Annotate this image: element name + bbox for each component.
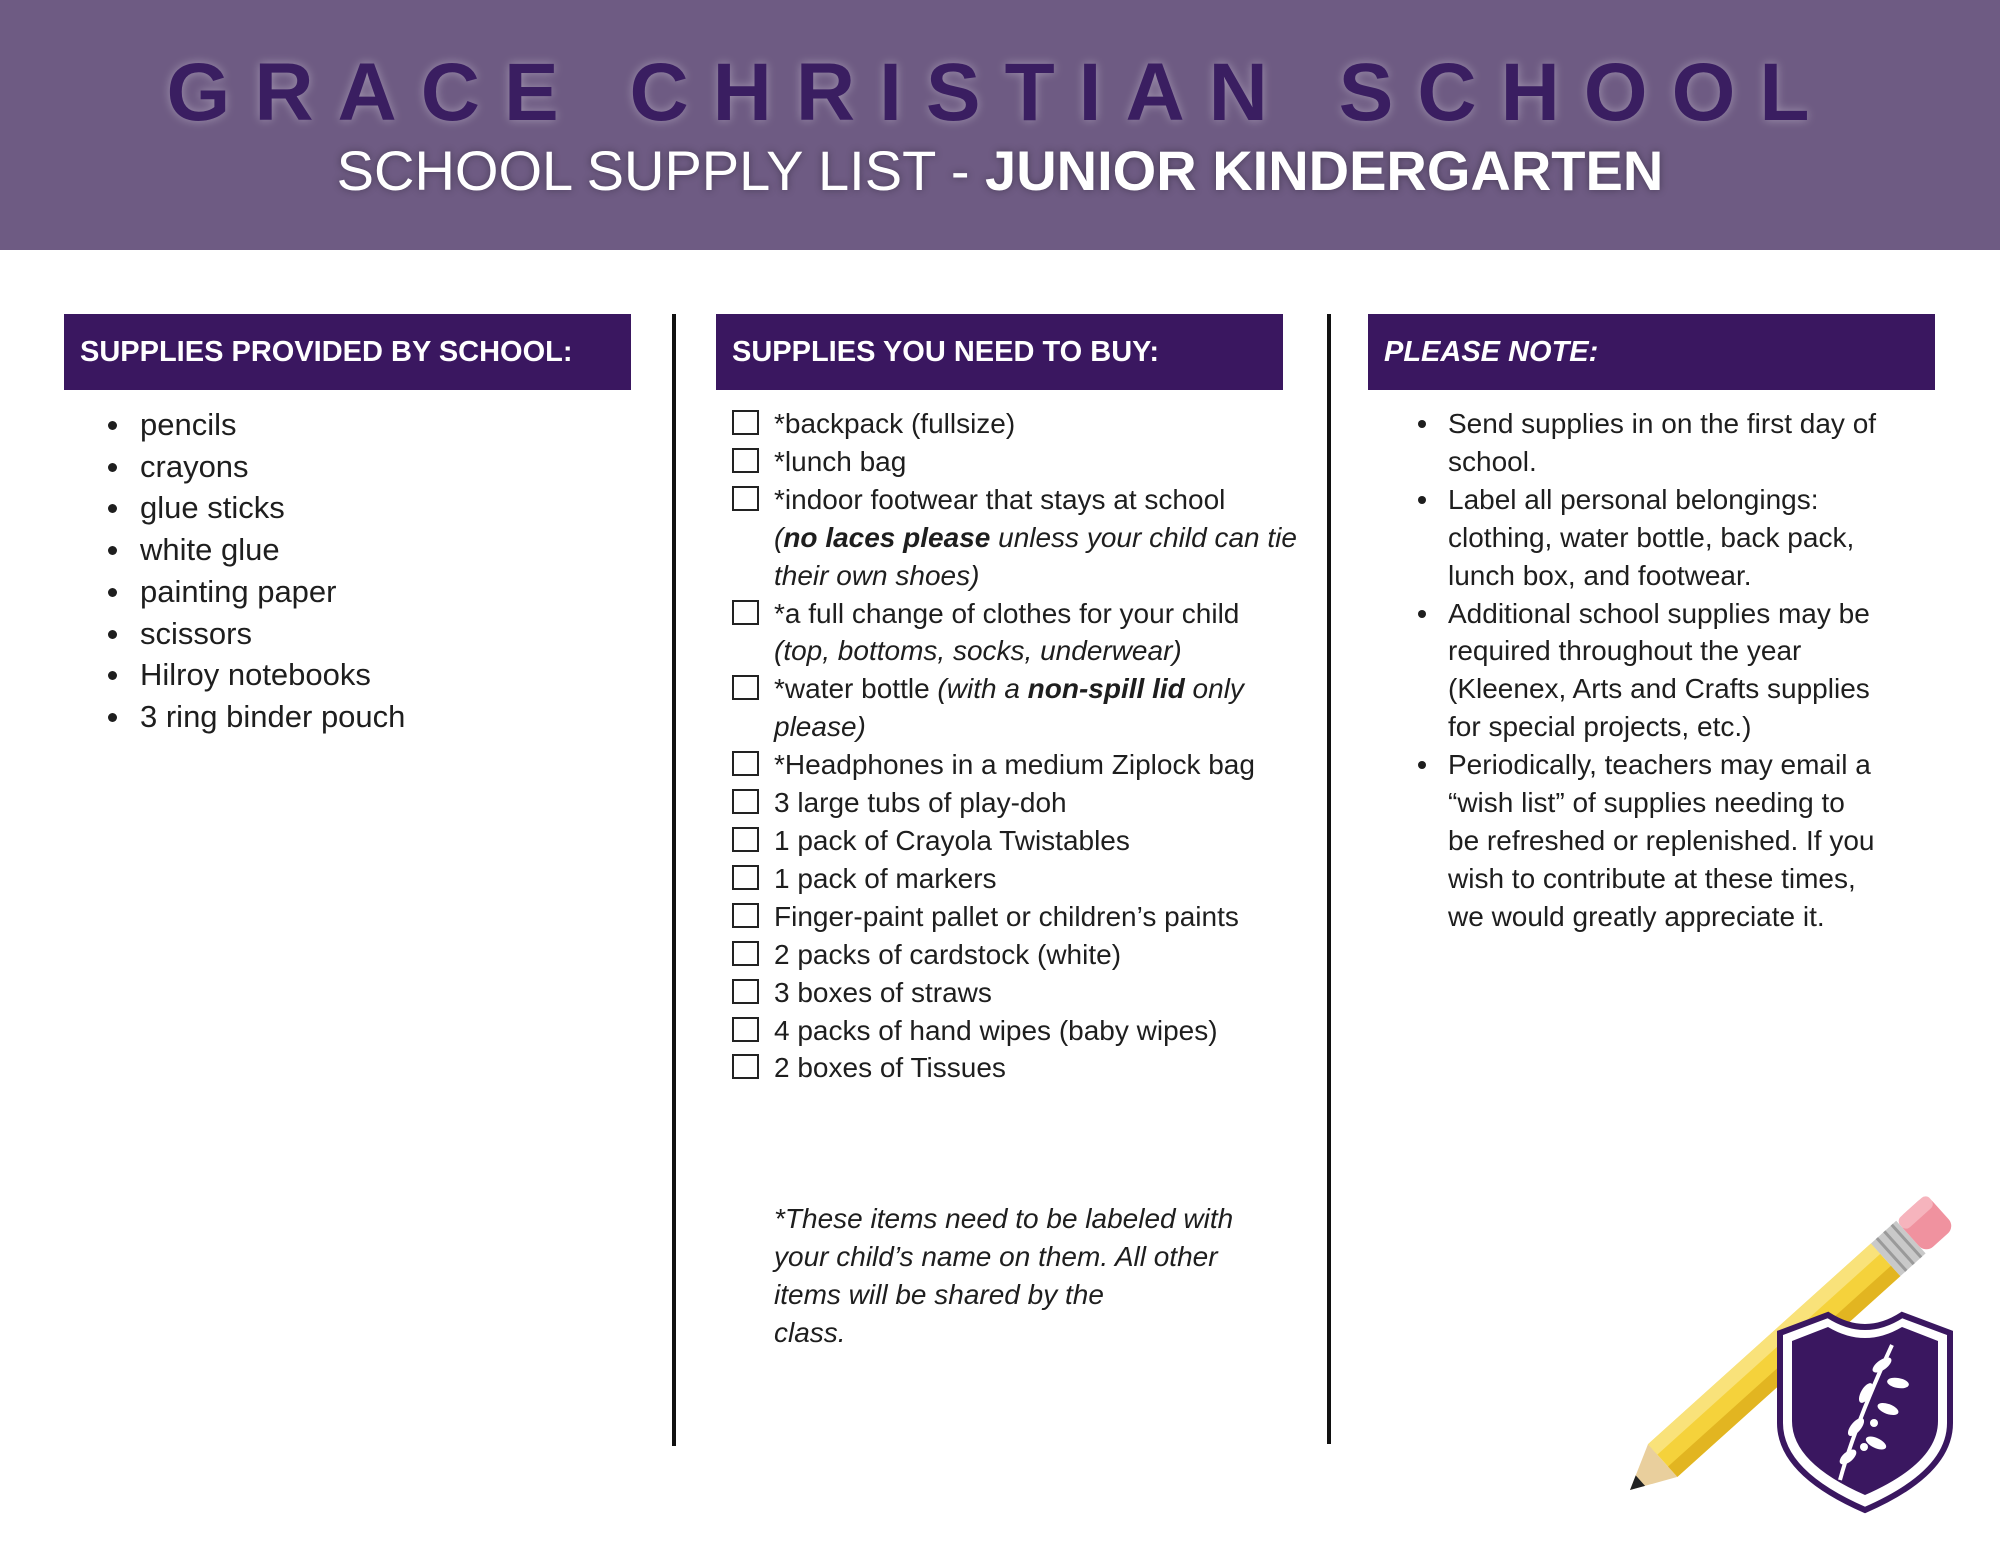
buy-item	[730, 898, 1300, 936]
column-divider-left	[672, 314, 676, 1446]
checkbox[interactable]	[732, 789, 759, 814]
buy-item-line	[774, 443, 1300, 481]
buy-item	[730, 1049, 1300, 1087]
note-pre: (with a	[937, 673, 1028, 705]
buy-header: SUPPLIES YOU NEED TO BUY:	[716, 314, 1283, 390]
buy-item-line	[774, 898, 1300, 936]
buy-item	[730, 670, 1300, 746]
buy-item	[730, 443, 1300, 481]
notes-list	[1408, 405, 1968, 936]
footnote-line: your child’s name on them. All other	[774, 1241, 1218, 1272]
provided-item: pencils	[140, 404, 660, 446]
buy-item-note	[774, 519, 1300, 557]
buy-item-label: Finger-paint pallet or children’s paints	[774, 900, 1239, 932]
note-item-line: be refreshed or replenished. If you	[1448, 824, 1875, 856]
buy-item	[730, 784, 1300, 822]
note-item	[1448, 746, 1968, 936]
header-banner	[0, 0, 2000, 250]
note-item-line: Additional school supplies may be	[1448, 597, 1870, 629]
note-item-line: “wish list” of supplies needing to	[1448, 787, 1845, 819]
checkbox[interactable]	[732, 448, 759, 473]
buy-item-line	[774, 405, 1300, 443]
buy-item-line	[774, 670, 1300, 708]
buy-item	[730, 1012, 1300, 1050]
page-subtitle	[0, 140, 2000, 202]
buy-item-label: *backpack (fullsize)	[774, 408, 1016, 439]
buy-item-note	[937, 673, 1244, 704]
buy-item-label: *lunch bag	[774, 445, 907, 477]
buy-item-line	[774, 595, 1300, 633]
buy-item-line	[774, 1012, 1300, 1050]
buy-item	[730, 481, 1300, 595]
buy-item	[730, 595, 1300, 671]
note-item-line: wish to contribute at these times,	[1448, 862, 1856, 894]
provided-item: painting paper	[140, 571, 660, 613]
provided-item: crayons	[140, 446, 660, 488]
buy-item-label: 4 packs of hand wipes (baby wipes)	[774, 1014, 1218, 1046]
buy-item-line	[774, 936, 1300, 974]
note-pre: (	[774, 521, 784, 553]
buy-item-label: 1 pack of Crayola Twistables	[774, 824, 1130, 856]
checkbox[interactable]	[732, 941, 759, 966]
note-item-line: Periodically, teachers may email a	[1448, 749, 1871, 781]
note-item	[1448, 405, 1968, 481]
note-emphasis: no laces please	[783, 521, 991, 553]
buy-item	[730, 822, 1300, 860]
buy-item-label: *a full change of clothes for your child	[774, 597, 1240, 629]
footnote-line: *These items need to be labeled with	[774, 1203, 1234, 1234]
subtitle-prefix: SCHOOL SUPPLY LIST -	[336, 139, 986, 202]
buy-item-label: 2 boxes of Tissues	[774, 1052, 1006, 1084]
checkbox[interactable]	[732, 600, 759, 625]
checkbox[interactable]	[732, 979, 759, 1004]
buy-item-line	[774, 860, 1300, 898]
buy-item	[730, 746, 1300, 784]
buy-item-line	[774, 1049, 1300, 1087]
buy-item	[730, 860, 1300, 898]
note-item	[1448, 595, 1968, 747]
provided-item: Hilroy notebooks	[140, 654, 660, 696]
buy-item-line	[774, 481, 1300, 519]
provided-item: glue sticks	[140, 487, 660, 529]
provided-header: SUPPLIES PROVIDED BY SCHOOL:	[64, 314, 631, 390]
buy-item-note-line: please)	[774, 711, 866, 743]
provided-item: white glue	[140, 529, 660, 571]
provided-item: 3 ring binder pouch	[140, 696, 660, 738]
buy-item	[730, 405, 1300, 443]
checkbox[interactable]	[732, 410, 759, 435]
checkbox[interactable]	[732, 1017, 759, 1042]
footnote-line: class.	[774, 1317, 846, 1348]
checkbox[interactable]	[732, 751, 759, 776]
buy-item-label: 3 large tubs of play-doh	[774, 787, 1067, 819]
buy-item	[730, 936, 1300, 974]
checkbox[interactable]	[732, 486, 759, 511]
buy-item-label: 3 boxes of straws	[774, 976, 992, 1008]
note-item	[1448, 481, 1968, 595]
buy-item-note-line: (top, bottoms, socks, underwear)	[774, 635, 1182, 667]
buy-item-line	[774, 784, 1300, 822]
labeling-footnote	[774, 1200, 1294, 1352]
buy-list	[730, 405, 1300, 1087]
checkbox[interactable]	[732, 903, 759, 928]
note-item-line: we would greatly appreciate it.	[1448, 900, 1825, 932]
note-item-line: school.	[1448, 445, 1537, 477]
column-divider-right	[1327, 314, 1331, 1444]
checkbox[interactable]	[732, 827, 759, 852]
note-emphasis: non-spill lid	[1027, 673, 1185, 705]
provided-list	[98, 404, 660, 738]
school-crest-logo	[1770, 1305, 1960, 1515]
note-item-line: Send supplies in on the first day of	[1448, 408, 1877, 439]
buy-item-line	[774, 974, 1300, 1012]
buy-item-label: *Headphones in a medium Ziplock bag	[774, 749, 1255, 781]
footnote-line: items will be shared by the	[774, 1279, 1104, 1310]
buy-item	[730, 974, 1300, 1012]
notes-header: PLEASE NOTE:	[1368, 314, 1935, 390]
buy-item-label: *indoor footwear that stays at school	[774, 483, 1226, 515]
checkbox[interactable]	[732, 865, 759, 890]
note-item-line: clothing, water bottle, back pack,	[1448, 521, 1855, 553]
provided-item: scissors	[140, 613, 660, 655]
note-item-line: lunch box, and footwear.	[1448, 559, 1752, 591]
checkbox[interactable]	[732, 675, 759, 700]
note-item-line: for special projects, etc.)	[1448, 711, 1752, 743]
checkbox[interactable]	[732, 1054, 759, 1079]
buy-item-line	[774, 746, 1300, 784]
buy-item-line	[774, 822, 1300, 860]
buy-item-label: 2 packs of cardstock (white)	[774, 938, 1122, 970]
buy-item-label: *water bottle	[774, 673, 938, 705]
school-name: GRACE CHRISTIAN SCHOOL	[166, 47, 1834, 138]
note-item-line: (Kleenex, Arts and Crafts supplies	[1448, 673, 1870, 705]
note-post: only	[1184, 673, 1244, 705]
note-item-line: Label all personal belongings:	[1448, 483, 1819, 515]
subtitle-grade: JUNIOR KINDERGARTEN	[985, 139, 1664, 202]
note-post: unless your child can tie	[990, 521, 1297, 553]
buy-item-note-line: their own shoes)	[774, 559, 980, 591]
note-item-line: required throughout the year	[1448, 635, 1802, 667]
buy-item-label: 1 pack of markers	[774, 862, 997, 894]
